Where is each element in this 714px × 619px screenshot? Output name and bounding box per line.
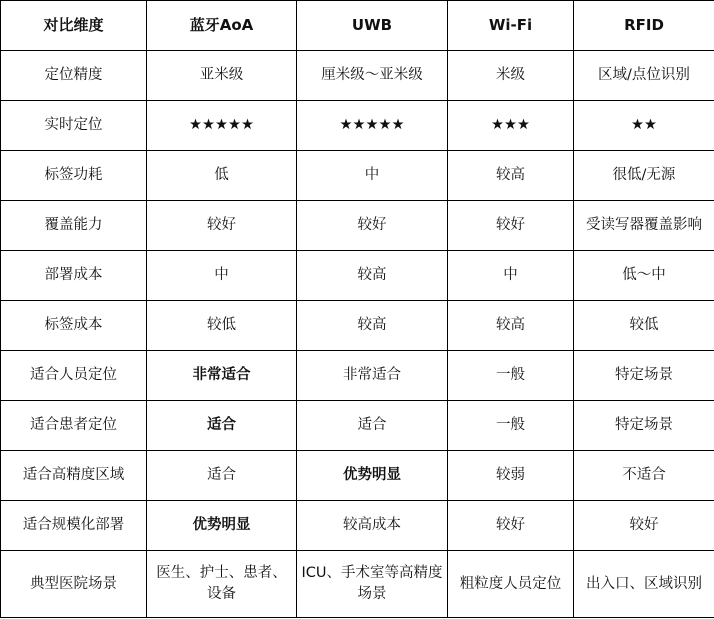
row-label: 实时定位	[1, 101, 147, 151]
table-cell-emphasis: 优势明显	[147, 501, 297, 551]
row-label: 适合规模化部署	[1, 501, 147, 551]
table-cell: 低～中	[574, 251, 714, 301]
header-dimension: 对比维度	[1, 1, 147, 51]
header-wifi: Wi-Fi	[448, 1, 574, 51]
table-cell: 中	[147, 251, 297, 301]
table-header	[1, 1, 714, 51]
table-cell: 较弱	[448, 451, 574, 501]
table-row	[1, 51, 714, 101]
table-cell: 较好	[297, 201, 448, 251]
table-cell: 一般	[448, 401, 574, 451]
row-label: 典型医院场景	[1, 551, 147, 618]
row-label: 标签功耗	[1, 151, 147, 201]
table-cell: 较高成本	[297, 501, 448, 551]
table-cell: 较高	[297, 251, 448, 301]
table-row	[1, 151, 714, 201]
header-row	[1, 1, 714, 51]
table-cell: 适合	[297, 401, 448, 451]
table-cell: 厘米级～亚米级	[297, 51, 448, 101]
table-cell: 亚米级	[147, 51, 297, 101]
table-cell: 医生、护士、患者、设备	[147, 551, 297, 618]
star-rating: ★★★	[448, 101, 574, 151]
header-rfid: RFID	[574, 1, 714, 51]
table-cell: 中	[448, 251, 574, 301]
table-cell: 特定场景	[574, 351, 714, 401]
header-bluetooth-aoa: 蓝牙AoA	[147, 1, 297, 51]
table-row	[1, 451, 714, 501]
table-cell: 适合	[147, 451, 297, 501]
table-cell: 较好	[574, 501, 714, 551]
table-cell: 非常适合	[297, 351, 448, 401]
star-rating: ★★★★★	[147, 101, 297, 151]
table-cell: 低	[147, 151, 297, 201]
table-row	[1, 201, 714, 251]
table-cell: 中	[297, 151, 448, 201]
table-cell: 特定场景	[574, 401, 714, 451]
table-row	[1, 301, 714, 351]
table-row	[1, 501, 714, 551]
table-cell: 不适合	[574, 451, 714, 501]
table-cell: 较低	[574, 301, 714, 351]
table-cell: 区域/点位识别	[574, 51, 714, 101]
row-label: 覆盖能力	[1, 201, 147, 251]
table-cell: 出入口、区域识别	[574, 551, 714, 618]
row-label: 部署成本	[1, 251, 147, 301]
row-label: 适合高精度区域	[1, 451, 147, 501]
table-cell-emphasis: 非常适合	[147, 351, 297, 401]
table-cell: 较好	[448, 201, 574, 251]
table-cell: 很低/无源	[574, 151, 714, 201]
header-uwb: UWB	[297, 1, 448, 51]
table-cell: 受读写器覆盖影响	[574, 201, 714, 251]
table-cell: 较低	[147, 301, 297, 351]
table-cell: 较高	[297, 301, 448, 351]
row-label: 标签成本	[1, 301, 147, 351]
row-label: 定位精度	[1, 51, 147, 101]
star-rating: ★★	[574, 101, 714, 151]
row-label: 适合人员定位	[1, 351, 147, 401]
table-row	[1, 551, 714, 618]
table-cell-emphasis: 适合	[147, 401, 297, 451]
table-row	[1, 101, 714, 151]
table-row	[1, 351, 714, 401]
table-body	[1, 51, 714, 618]
star-rating: ★★★★★	[297, 101, 448, 151]
table-row	[1, 251, 714, 301]
row-label: 适合患者定位	[1, 401, 147, 451]
table-cell: ICU、手术室等高精度场景	[297, 551, 448, 618]
table-cell: 较高	[448, 151, 574, 201]
table-cell: 较好	[448, 501, 574, 551]
table-cell: 一般	[448, 351, 574, 401]
table-cell-emphasis: 优势明显	[297, 451, 448, 501]
table-cell: 较高	[448, 301, 574, 351]
table-cell: 较好	[147, 201, 297, 251]
table-cell: 米级	[448, 51, 574, 101]
table-cell: 粗粒度人员定位	[448, 551, 574, 618]
table-row	[1, 401, 714, 451]
